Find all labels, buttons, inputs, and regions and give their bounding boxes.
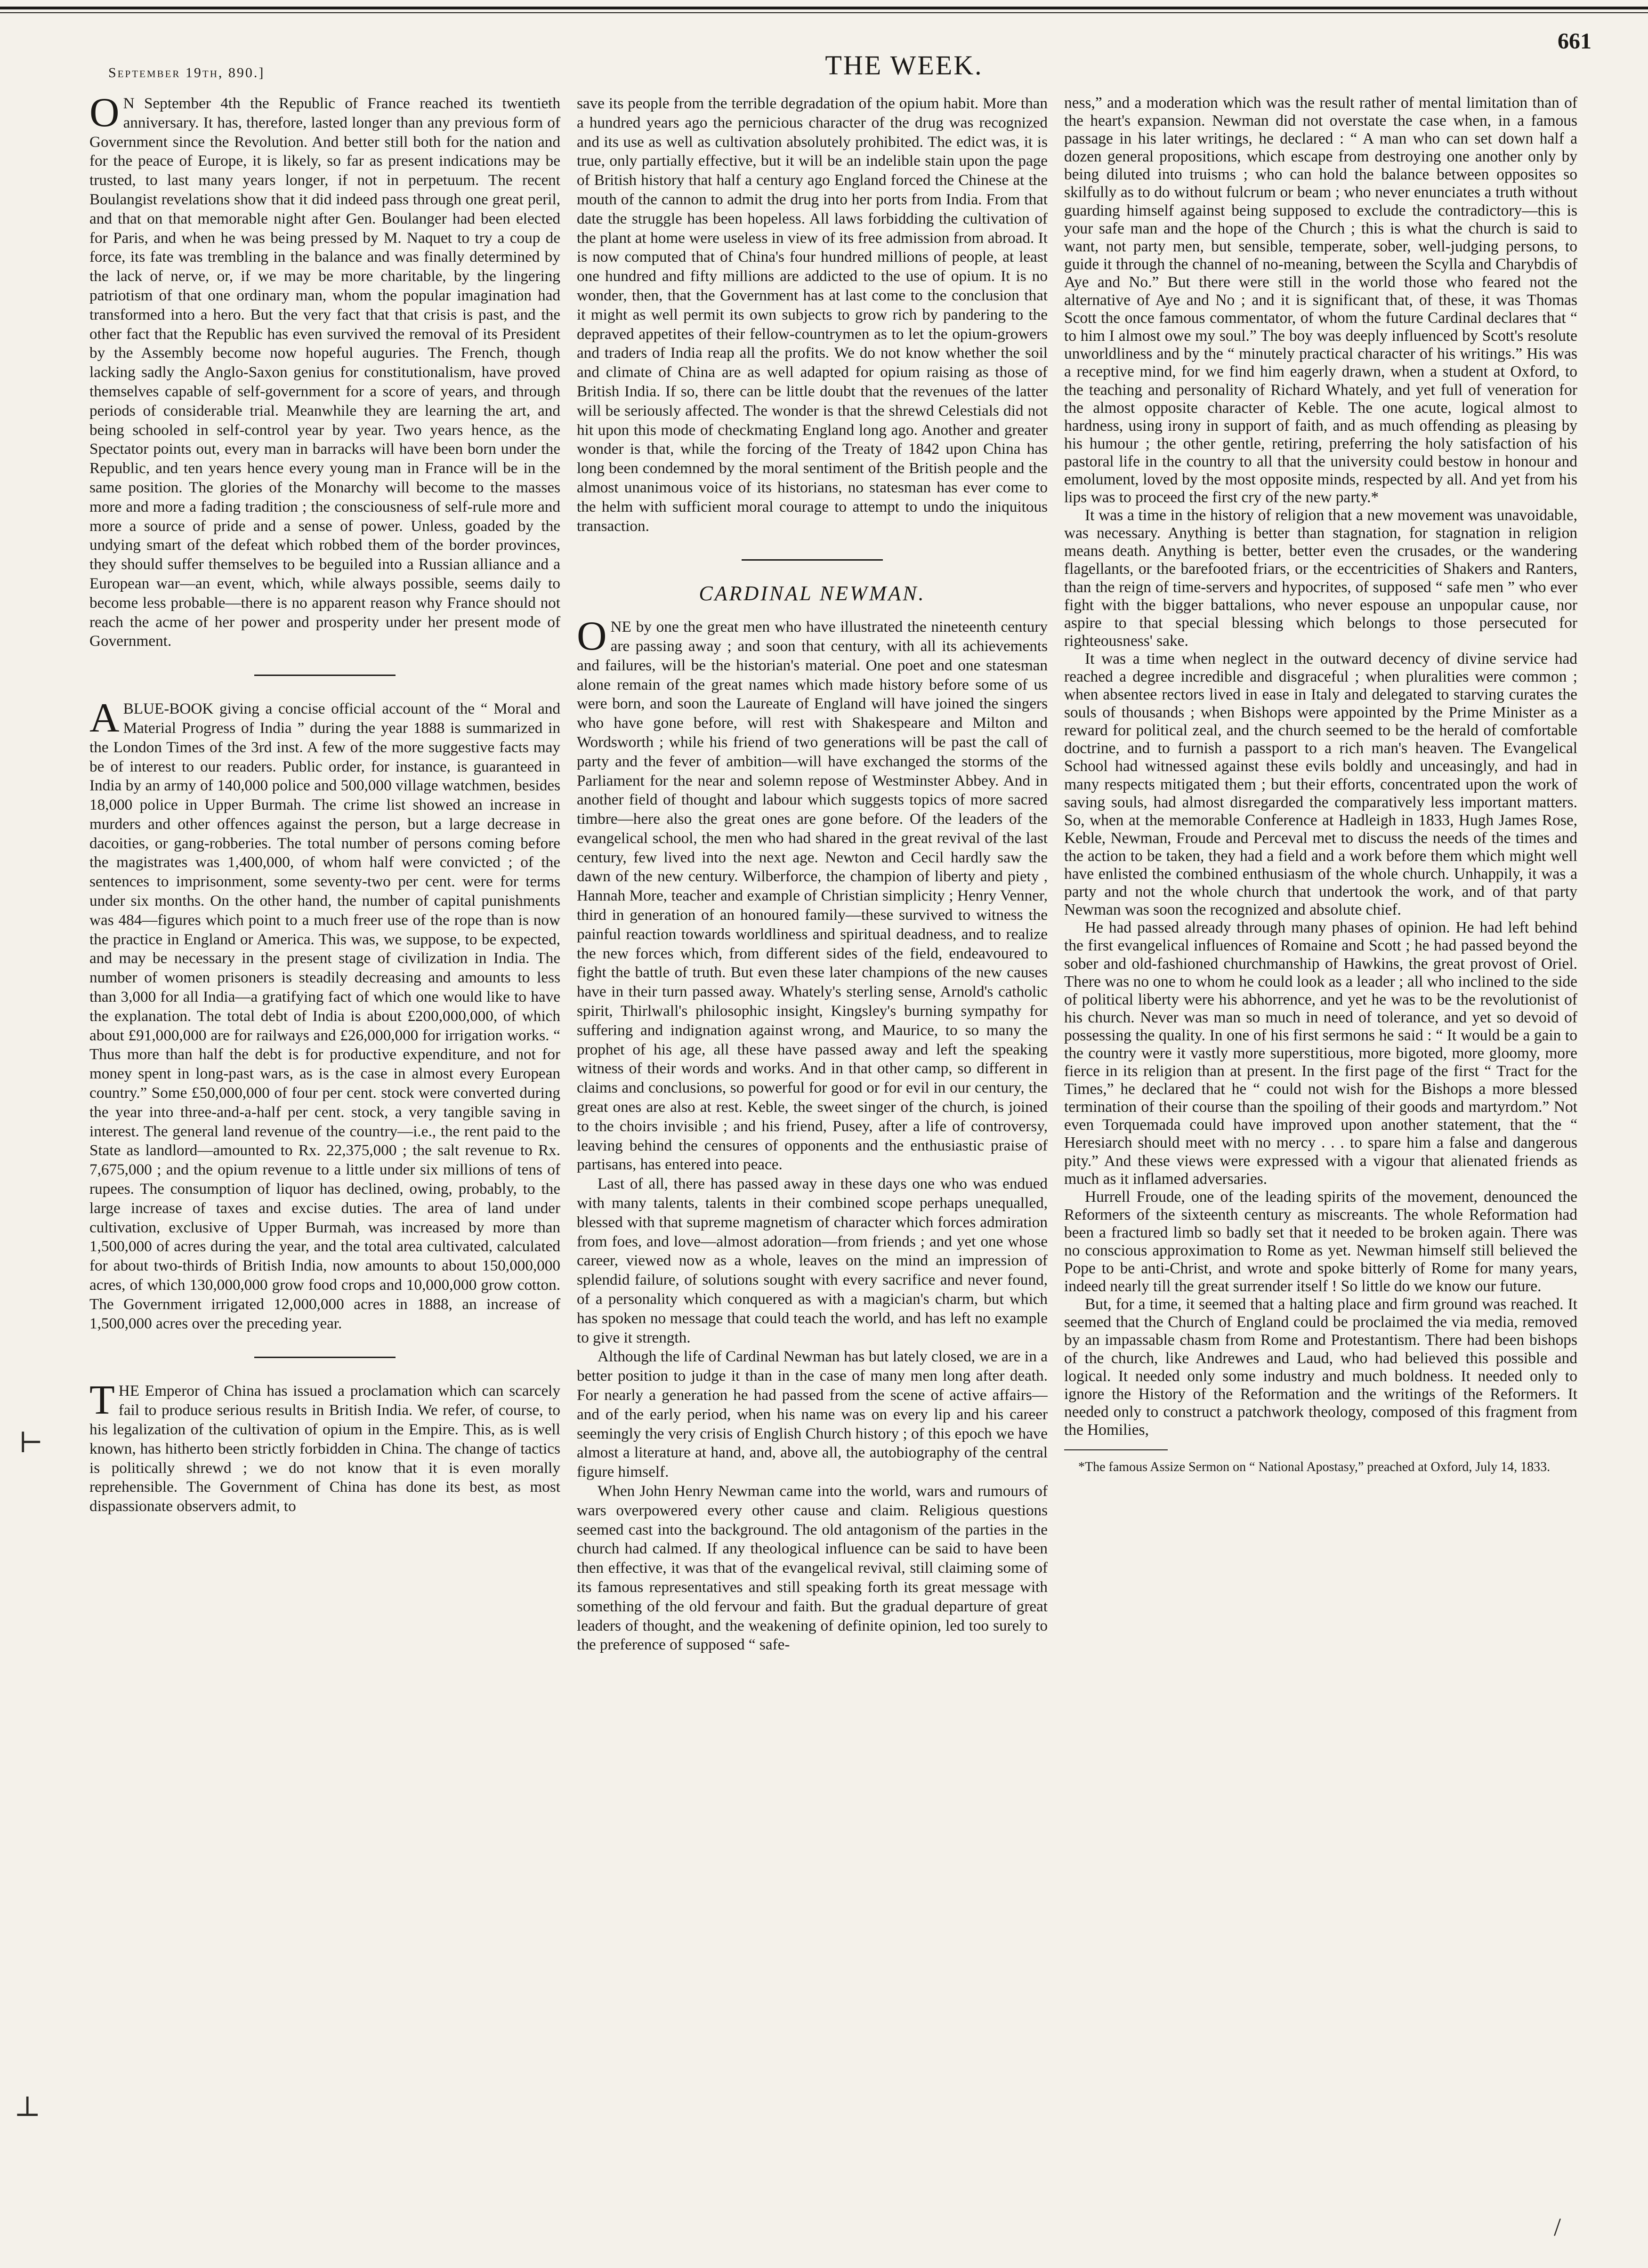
- header-title: THE WEEK.: [825, 50, 983, 80]
- paragraph-text: NE by one the great men who have illustrated the nineteenth century are passing away ; and soon that century, with all its achievements and failures, will be the historian's material. One poet and one statesman alone remain of the great names which made history before some of us were born, and soon the Laureate of England will have joined the singers who have gone before, will rest with Shakespeare and Milton and Wordsworth ; while his friend of two generations will be past the call of party and the fever of ambition—will have exchanged the storms of the Parliament for the near and solemn repose of Westminster Abbey. And in another field of thought and labour which suggests topics of more sacred timbre—here also the great ones are gone before. Of the leaders of the evangelical school, the men who had shared in the great revival of the last century, few lived into the next age. Newton and Cecil hardly saw the dawn of the new century. Wilberforce, the champion of liberty and piety , Hannah More, teacher and example of Christian simplicity ; Henry Venner, third in generation of an honoured family—these survived to witness the painful reaction towards worldliness and spiritual deadness, and to realize the new forces which, from different sides of the field, endeavoured to fight the battle of truth. But even these later champions of the new causes have in their turn passed away. Whately's sterling sense, Arnold's catholic spirit, Thirlwall's philosophic insight, Kingsley's burning sympathy for suffering and indignation against wrong, and Maurice, to so many the prophet of his age, all these have passed away and left the speaking witness of their words and works. And in that other camp, so different in claims and conclusions, so powerful for good or for evil in our century, the great ones are also at rest. Keble, the sweet singer of the church, is joined to the choirs invisible ; and his friend, Pusey, after a life of controversy, leaving behind the censures of opponents and the enthusiastic praise of partisans, has entered into peace.: [577, 618, 1048, 1174]
- newman-paragraph: Hurrell Froude, one of the leading spirits of the movement, denounced the Reformers of the sixteenth century as miscreants. The whole Reformation had been a fractured limb so badly set that it needed to be broken again. There was no conscious approximation to Rome as yet. Newman himself still believed the Pope to be anti-Christ, and wrote and spoke bitterly of Rome for many years, indeed nearly till the great surrender itself ! So little do we know our future.: [1064, 1188, 1577, 1295]
- article-france-republic: [89, 94, 560, 651]
- newman-paragraph: He had passed already through many phases of opinion. He had left behind the first evangelical influences of Romaine and Scott ; he had passed beyond the sober and old-fashioned churchmanship of Hawkins, the great provost of Oriel. There was no one to whom he could look as a leader ; all who inclined to the side of political liberty were his abhorrence, and yet he was to be the revolutionist of his church. Never was man so much in need of tolerance, and yet so devoid of possessing the quality. In one of his first sermons he said : “ It would be a gain to the country were it vastly more superstitious, more bigoted, more gloomy, more fierce in its religion than at present. In the first page of the first “ Tract for the Times,” he declared that he “ could not wish for the Bishops a more blessed termination of their course than the spoiling of their goods and martyrdom.” Not even Torquemada could have improved upon another statement, that the “ Heresiarch should meet with no mercy . . . to spare him a false and dangerous pity.” And these views were expressed with a vigour that alienated friends as much as it inflamed adversaries.: [1064, 919, 1577, 1188]
- page-number: 661: [1558, 29, 1591, 54]
- drop-cap: T: [89, 1377, 115, 1424]
- newman-paragraph: Last of all, there has passed away in these days one who was endued with many talents, talents in their combined scope perhaps unequalled, blessed with that supreme magnetism of character which forces admiration from foes, and love—almost adoration—from friends ; and yet one whose career, viewed now as a whole, leaves on the mind an impression of splendid failure, of solutions sought with every sacrifice and never found, of a personality which conquered as with a magician's charm, but which has spoken no message that could teach the world, and has left no example to give it strength.: [577, 1175, 1048, 1346]
- article-india-bluebook: [89, 695, 560, 1333]
- article-china-opium-continued: save its people from the terrible degradation of the opium habit. More than a hundred years ago the pernicious character of the drug was recognized and its use as well as cultivation absolutely prohibited. The edict was, it is true, only partially effective, but it will be an indelible stain upon the page of British history that half a century ago England forced the Chinese at the mouth of the cannon to admit the drug into her ports from India. From that date the struggle has been hopeless. All laws forbidding the cultivation of the plant at home were useless in view of its free admission from abroad. It is now computed that of China's four hundred millions of people, at least one hundred and fifty millions are addicted to the use of opium. It is no wonder, then, that the Government has at last come to the conclusion that it might as well permit its own subjects to grow rich by pandering to the depraved appetites of their fellow-countrymen as to let the opium-growers and traders of India reap all the profits. We do not know whether the soil and climate of China are as well adapted for opium raising as those of British India. If so, there can be little doubt that the revenues of the latter will be seriously affected. The wonder is that the shrewd Celestials did not hit upon this mode of checkmating England long ago. Another and greater wonder is that, while the forcing of the Treaty of 1842 upon China has long been condemned by the moral sentiment of the British people and the almost unanimous voice of its historians, no statesman has ever come to the helm with sufficient moral courage to attempt to undo the iniquitous transaction.: [577, 95, 1048, 535]
- top-rule: [0, 7, 1648, 9]
- column-3: [1064, 94, 1577, 2231]
- article-separator: [254, 675, 396, 676]
- newman-paragraph: [577, 613, 1048, 1174]
- newman-paragraph: But, for a time, it seemed that a halting place and firm ground was reached. It seemed that the Church of England could be proclaimed the via media, removed by an impassable chasm from Rome and Protestantism. There had been bishops of the church, like Andrewes and Laud, who had believed this possible and logical. It needed only some industry and much boldness. It needed only to ignore the History of the Reformation and the writings of the Reformers. It needed only to construct a patchwork theology, composed of this fragment from the Homilies,: [1064, 1295, 1577, 1439]
- newman-paragraph: It was a time when neglect in the outward decency of divine service had reached a degree incredible and disgraceful ; when pluralities were common ; when absentee rectors lived in ease in Italy and delegated to starving curates the souls of thousands ; when Bishops were appointed by the Prime Minister as a reward for political zeal, and the church seemed to be the herald of comfortable doctrine, and to furnish a passport to a rich man's heaven. The Evangelical School had witnessed against these evils boldly and unceasingly, and had in many respects mitigated them ; but their efforts, concentrated upon the work of saving souls, had almost disregarded the comparatively less important matters. So, when at the memorable Conference at Hadleigh in 1833, Hugh James Rose, Keble, Newman, Froude and Perceval met to discuss the needs of the times and the action to be taken, they had a field and a work before them which might well have enlisted the combined enthusiasm of the whole church. Unhappily, it was a party and not the whole church that undertook the work, and of that party Newman was soon the recognized and absolute chief.: [1064, 650, 1577, 919]
- article-text: N September 4th the Republic of France reached its twentieth anniversary. It has, therefore, lasted longer than any previous form of Government since the Revolution. And better still both for the nation and for the peace of Europe, it is likely, so far as present indications may be trusted, to last many years longer, if not in perpetuum. The recent Boulangist revelations show that it did indeed pass through one great peril, and that on that memorable night after Gen. Boulanger had been elected for Paris, and when he was being pressed by M. Naquet to try a coup de force, its fate was trembling in the balance and was finally determined by the lack of nerve, or, if we may be more charitable, by the lingering patriotism of that one ordinary man, whom the popular imagination had transformed into a hero. But the very fact that that crisis is past, and the other fact that the Republic has even survived the removal of its President by the Assembly become now hopeful auguries. The French, though lacking sadly the Anglo-Saxon genius for constitutionalism, have proved themselves capable of self-government for a score of years, and through periods of considerable trial. Meanwhile they are learning the art, and being schooled in self-control year by year. Two years hence, as the Spectator points out, every man in barracks will have been born under the Republic, and ten years hence every young man in France will be in the same position. The glories of the Monarchy will become to the masses more and more a fading tradition ; the consciousness of self-rule more and more a source of pride and a sense of power. Unless, goaded by the undying smart of the defeat which robbed them of the border provinces, they should suffer themselves to be beguiled into a Russian alliance and a European war—an event, which, while always possible, seems daily to become less probable—there is no apparent reason why France should not reach the acme of her power and prosperity under her present mode of Government.: [89, 95, 560, 650]
- drop-cap: A: [89, 695, 120, 741]
- article-separator: [254, 1357, 396, 1358]
- newman-paragraph: It was a time in the history of religion that a new movement was unavoidable, was necessary. Anything is better than stagnation, for stagnation in religion means death. Anything is better, better even the crusades, or the wandering flagellants, or the barefooted friars, or the eccentricities of Shakers and Ranters, than the reign of time-servers and hypocrites, of supposed “ safe men ” who ever fight with the bigger battalions, who never espouse an unpopular cause, nor aspire to that special blessing which belongs to those persecuted for righteousness' sake.: [1064, 507, 1577, 650]
- newman-paragraph: When John Henry Newman came into the world, wars and rumours of wars overpowered every other cause and claim. Religious questions seemed cast into the background. The old antagonism of the parties in the church had calmed. If any theological influence can be said to have been then effective, it was that of the evangelical revival, still claiming some of its famous representatives and still speaking forth its great message with something of the old fervour and faith. But the gradual departure of great leaders of thought, and the weakening of definite opinion, led too surely to the preference of supposed “ safe-: [577, 1482, 1048, 1654]
- header-date: September 19th, 890.]: [108, 65, 265, 80]
- newman-paragraph: ness,” and a moderation which was the result rather of mental limitation than of the heart's expansion. Newman did not overstate the case when, in a famous passage in his later writings, he declared : “ A man who can set down half a dozen general propositions, which escape from destroying one another only by being diluted into truisms ; who can hold the balance between opposites so skilfully as to do without fulcrum or beam ; who never enunciates a truth without guarding himself against being supposed to exclude the contradictory—this is your safe man and the hope of the Church ; this is what the church is said to want, not party men, but sensible, temperate, sober, well-judging persons, to guide it through the channel of no-meaning, between the Scylla and Charybdis of Aye and No.” But there were still in the world those who feared not the alternative of Aye and No ; and it is significant that, of these, it was Thomas Scott the once famous commentator, of whom the future Cardinal declares that “ to him I almost owe my soul.” The boy was deeply influenced by Scott's resolute unworldliness and by the “ minutely practical character of his writings.” His was a receptive mind, for we find him eagerly drawn, when a student at Oxford, to the teaching and personality of Richard Whately, and yet full of veneration for the almost opposite character of Keble. The one acute, logical almost to hardness, using irony in support of faith, and as much offending as pleasing by his humour ; the other gentle, retiring, preferring the holy satisfaction of his pastoral life in the country to all that the university could bestow in honour and emolument, loved by the most opposite minds, respected by all. And yet from his lips was to proceed the first cry of the new party.*: [1064, 94, 1577, 507]
- newman-paragraph: Although the life of Cardinal Newman has but lately closed, we are in a better position to judge it than in the case of many men long after death. For nearly a generation he had passed from the scene of active affairs—and of the early period, when his name was on every lip and his career seemingly the very crisis of English Church history ; of this epoch we have almost a literature at hand, and, above all, the autobiography of the central figure himself.: [577, 1348, 1048, 1481]
- footnote-rule: [1064, 1449, 1168, 1450]
- article-text: BLUE-BOOK giving a concise official account of the “ Moral and Material Progress of India ” during the year 1888 is summarized in the London Times of the 3rd inst. A few of the more suggestive facts may be of interest to our readers. Public order, for instance, is guaranteed in India by an army of 140,000 police and 500,000 village watchmen, besides 18,000 police in Upper Burmah. The crime list showed an increase in murders and other offences against the person, but a large decrease in dacoities, or gang-robberies. The total number of persons coming before the magistrates was 1,400,000, of whom half were convicted ; of the sentences to imprisonment, some seventy-two per cent. were for terms under six months. On the other hand, the number of capital punishments was 484—figures which point to a much freer use of the rope than is now the practice in England or America. This was, we suppose, to be expected, and may be necessary in the present stage of civilization in India. The number of women prisoners is steadily decreasing and amounts to less than 3,000 for all India—a gratifying fact of which one would like to have the explanation. The total debt of India is about £200,000,000, of which about £91,000,000 are for railways and £26,000,000 for irrigation works. “ Thus more than half the debt is for productive expenditure, and not for money spent in long-past wars, as is the case in almost every European country.” Some £50,000,000 of four per cent. stock were converted during the year into three-and-a-half per cent. stock, a very tangible saving in interest. The general land revenue of the country—i.e., the rent paid to the State as landlord—amounted to Rx. 22,375,000 ; the salt revenue to Rx. 7,675,000 ; and the opium revenue to a little under six millions of tens of rupees. The consumption of liquor has declined, owing, probably, to the large increase of taxes and excise duties. The area of land under cultivation, exclusive of Upper Burmah, was increased by more than 1,500,000 of acres during the year, and the total area cultivated, calculated for about two-thirds of British India, now amounts to about 150,000,000 acres, of which 130,000,000 grow food crops and 10,000,000 grow cotton. The Government irrigated 12,000,000 acres in 1888, an increase of 1,500,000 acres over the preceding year.: [89, 700, 560, 1332]
- article-china-opium: [89, 1377, 560, 1516]
- footnote: *The famous Assize Sermon on “ National Apostasy,” preached at Oxford, July 14, 1833.: [1078, 1460, 1551, 1475]
- margin-mark: /: [1554, 2213, 1561, 2241]
- article-text: HE Emperor of China has issued a proclamation which can scarcely fail to produce serious results in British India. We refer, of course, to his legalization of the cultivation of opium in the Empire. This, as is well known, has hitherto been strictly forbidden in China. The change of tactics is politically shrewd ; we do not know that it is even morally reprehensible. The Government of China has done its best, as most dispassionate observers admit, to: [89, 1382, 560, 1515]
- top-rule-thin: [0, 12, 1648, 13]
- margin-mark: ⊥: [14, 2091, 41, 2122]
- column-1: [89, 94, 560, 2231]
- column-2: [577, 94, 1048, 2231]
- article-separator: [742, 559, 883, 561]
- drop-cap: O: [577, 613, 607, 659]
- drop-cap: O: [89, 94, 120, 136]
- section-title-cardinal-newman: CARDINAL NEWMAN.: [699, 582, 926, 605]
- margin-mark: ⊢: [19, 1427, 43, 1458]
- page-header: [89, 28, 1601, 85]
